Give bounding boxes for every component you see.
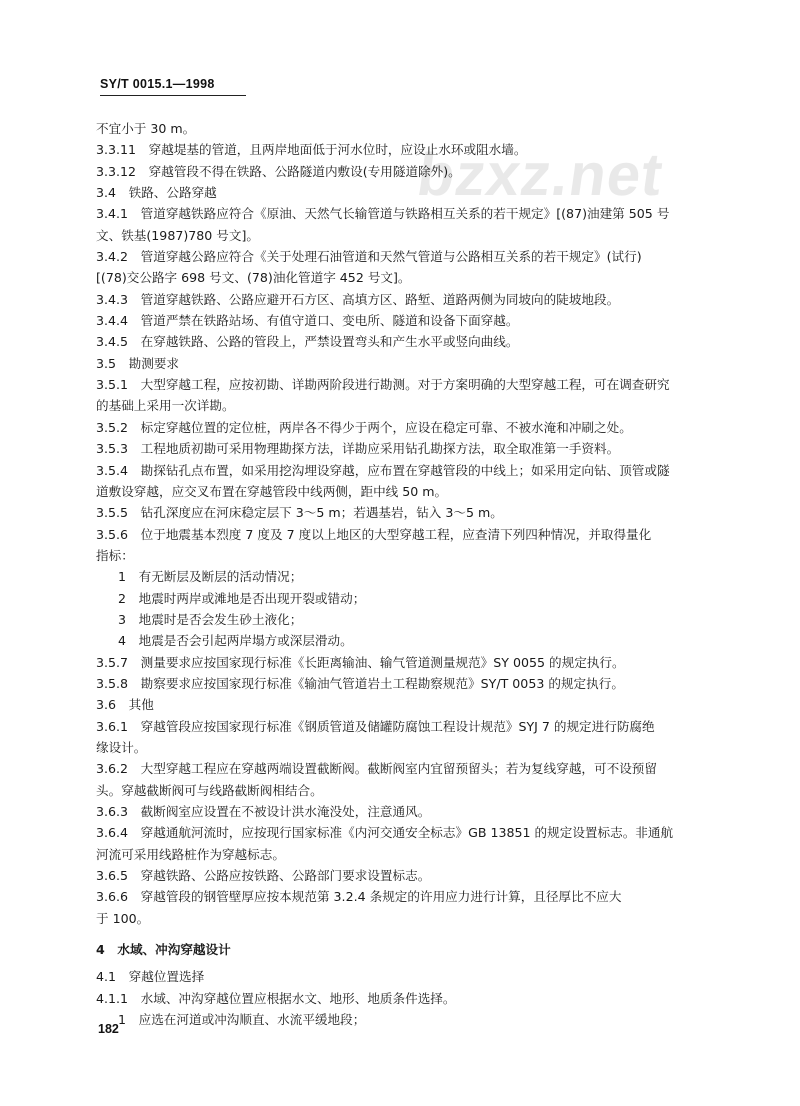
list-item: 3 地震时是否会发生砂土液化； [118,611,303,627]
text-line: 缘设计。 [96,739,147,755]
clause-4-1-1: 4.1.1 水域、冲沟穿越位置应根据水文、地形、地质条件选择。 [96,990,456,1006]
section-3-4-heading: 3.4 铁路、公路穿越 [96,185,217,201]
clause-3-3-11: 3.3.11 穿越堤基的管道，且两岸地面低于河水位时，应设止水环或阻水墙。 [96,142,527,158]
text-line: [(78)交公路字 698 号文、(78)油化管道字 452 号文]。 [96,270,411,286]
chapter-4-heading: 4 水域、冲沟穿越设计 [96,942,231,958]
text-line: 不宜小于 30 m。 [96,121,196,136]
text-line: 河流可采用线路桩作为穿越标志。 [96,846,285,862]
page-number: 182 [98,1022,119,1036]
clause-3-3-12: 3.3.12 穿越管段不得在铁路、公路隧道内敷设(专用隧道除外)。 [96,163,461,179]
list-item: 4 地震是否会引起两岸塌方或深层滑动。 [118,633,353,649]
body-text [96,118,716,1030]
list-item: 2 地震时两岸或滩地是否出现开裂或错动； [118,590,366,606]
header-rule [100,95,246,96]
clause-3-6-2: 3.6.2 大型穿越工程应在穿越两端设置截断阀。截断阀室内宜留预留头；若为复线穿越，可不设预留 [96,761,657,777]
section-3-6-heading: 3.6 其他 [96,697,154,713]
watermark: bzxz.net [413,141,668,208]
clause-3-4-4: 3.4.4 管道严禁在铁路站场、有值守道口、变电所、隧道和设备下面穿越。 [96,313,519,329]
clause-3-5-6: 3.5.6 位于地震基本烈度 7 度及 7 度以上地区的大型穿越工程，应查清下列四种情况，并取得量化 [96,526,652,542]
text-line: 指标： [96,547,134,563]
section-3-5-heading: 3.5 勘测要求 [96,355,179,371]
clause-3-5-5: 3.5.5 钻孔深度应在河床稳定层下 3～5 m；若遇基岩，钻入 3～5 m。 [96,505,503,521]
clause-3-4-5: 3.4.5 在穿越铁路、公路的管段上，严禁设置弯头和产生水平或竖向曲线。 [96,334,519,350]
clause-3-5-2: 3.5.2 标定穿越位置的定位桩，两岸各不得少于两个，应设在稳定可靠、不被水淹和冲刷之处。 [96,419,632,435]
text-line: 道敷设穿越，应交叉布置在穿越管段中线两侧，距中线 50 m。 [96,483,448,499]
clause-3-5-8: 3.5.8 勘察要求应按国家现行标准《输油气管道岩土工程勘察规范》SY/T 0053 的规定执行。 [96,675,624,691]
section-4-1-heading: 4.1 穿越位置选择 [96,969,205,985]
clause-3-6-5: 3.6.5 穿越铁路、公路应按铁路、公路部门要求设置标志。 [96,868,431,884]
text-line: 头。穿越截断阀可与线路截断阀相结合。 [96,782,323,798]
clause-3-5-3: 3.5.3 工程地质初勘可采用物理勘探方法，详勘应采用钻孔勘探方法，取全取准第一手资料。 [96,441,620,457]
clause-3-6-4: 3.6.4 穿越通航河流时，应按现行国家标准《内河交通安全标志》GB 13851 的规定设置标志。非通航 [96,825,674,841]
clause-3-4-1: 3.4.1 管道穿越铁路应符合《原油、天然气长输管道与铁路相互关系的若干规定》[(87)油建第 505 号 [96,206,670,222]
list-item: 1 应选在河道或冲沟顺直、水流平缓地段； [118,1012,366,1028]
standard-code-header: SY/T 0015.1—1998 [100,77,215,91]
clause-3-4-3: 3.4.3 管道穿越铁路、公路应避开石方区、高填方区、路堑、道路两侧为同坡向的陡坡地段。 [96,291,620,307]
clause-3-5-1: 3.5.1 大型穿越工程，应按初勘、详勘两阶段进行勘测。对于方案明确的大型穿越工程，可在调查研究 [96,377,670,393]
clause-3-6-1: 3.6.1 穿越管段应按国家现行标准《钢质管道及储罐防腐蚀工程设计规范》SYJ 7 的规定进行防腐绝 [96,718,655,734]
list-item: 1 有无断层及断层的活动情况； [118,569,303,585]
clause-3-6-6: 3.6.6 穿越管段的钢管壁厚应按本规范第 3.2.4 条规定的许用应力进行计算，且径厚比不应大 [96,889,622,905]
clause-3-5-7: 3.5.7 测量要求应按国家现行标准《长距离输油、输气管道测量规范》SY 0055 的规定执行。 [96,654,625,670]
clause-3-4-2: 3.4.2 管道穿越公路应符合《关于处理石油管道和天然气管道与公路相互关系的若干规定》(试行) [96,249,642,265]
clause-3-5-4: 3.5.4 勘探钻孔点布置，如采用挖沟埋设穿越，应布置在穿越管段的中线上；如采用定向钻、顶管或隧 [96,462,670,478]
text-line: 文、铁基(1987)780 号文]。 [96,227,259,243]
text-line: 于 100。 [96,910,150,926]
text-line: 的基础上采用一次详勘。 [96,398,235,414]
clause-3-6-3: 3.6.3 截断阀室应设置在不被设计洪水淹没处，注意通风。 [96,804,431,819]
